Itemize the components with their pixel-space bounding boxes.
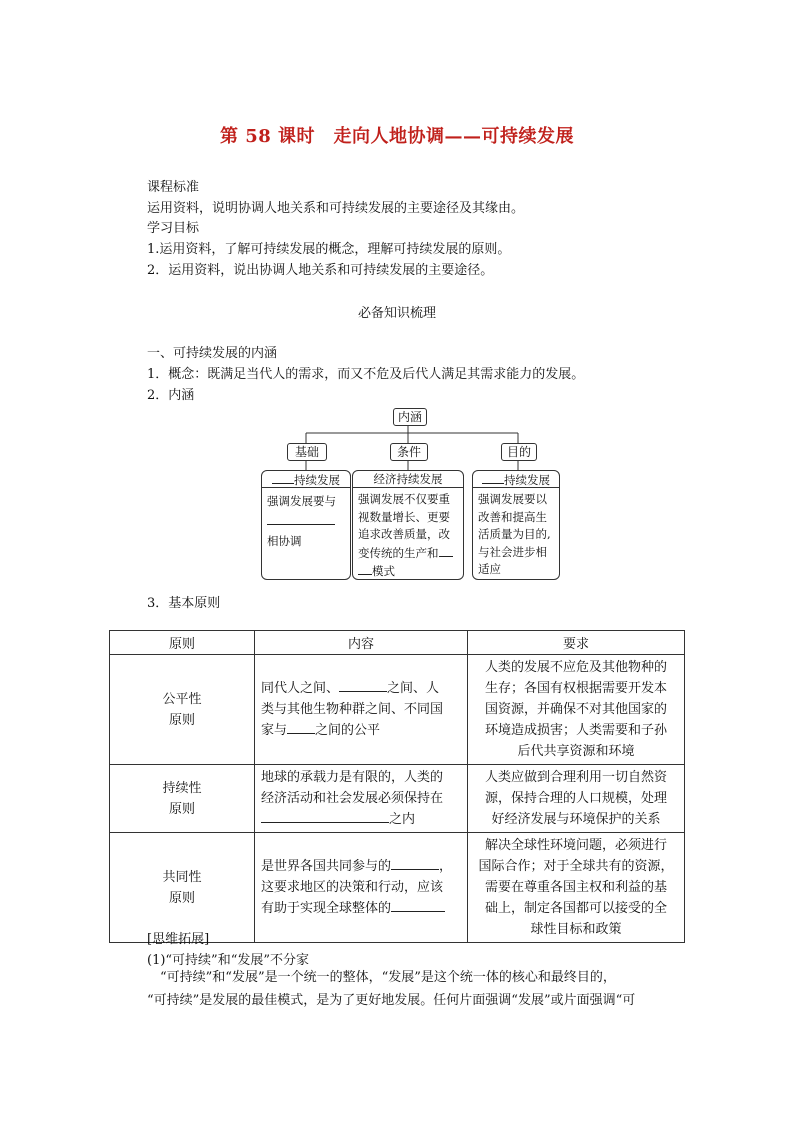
requirement-line: 国际合作；对于全球共有的资源， <box>478 859 674 874</box>
content-cell <box>255 833 468 943</box>
card-condition-title: 经济持续发展 <box>353 471 463 488</box>
content-text: 之间、人 <box>387 681 440 696</box>
content-text: 家与 <box>261 723 288 738</box>
content-text: 这要求地区的决策和行动，应该 <box>261 880 444 895</box>
requirement-line: 生存；各国有权根据需要开发本 <box>484 681 667 696</box>
principles-table <box>109 630 685 943</box>
principle-name: 共同性 <box>162 869 202 885</box>
requirement-cell <box>468 655 685 765</box>
card-condition-line-3: 追求改善质量，改 <box>358 527 450 541</box>
part1-heading: 一、可持续发展的内涵 <box>147 346 278 361</box>
requirement-line: 人类应做到合理利用一切自然资 <box>484 770 667 785</box>
table-header: 内容 <box>255 631 468 655</box>
requirement-line: 需要在尊重各国主权和利益的基 <box>484 880 667 895</box>
blank-line <box>439 544 453 557</box>
card-condition-line-2: 视数量增长、更要 <box>358 509 450 524</box>
extension-paragraph <box>147 966 677 1012</box>
blank-line <box>267 512 335 525</box>
content-cell <box>255 655 468 765</box>
section-heading: 必备知识梳理 <box>357 306 436 321</box>
principle-name: 持续性 <box>162 780 202 796</box>
table-row <box>110 655 685 765</box>
card-condition-line-4: 变传统的生产和 <box>358 545 439 560</box>
content-text: ， <box>439 859 453 874</box>
goal-2: 2．运用资料，说出协调人地关系和可持续发展的主要途径。 <box>147 263 494 278</box>
content-text: 同代人之间、 <box>261 681 340 696</box>
requirement-line: 础上，制定各国都可以接受的全 <box>484 901 667 916</box>
card-purpose-title: 持续发展 <box>504 473 550 487</box>
table-header-row <box>110 631 685 655</box>
blank-line <box>272 471 294 484</box>
content-text: 之内 <box>389 812 416 827</box>
extension-label: [思维拓展] <box>147 932 210 947</box>
card-purpose-line-3: 活质量为目的, <box>478 527 551 541</box>
requirement-line: 环境造成损害；人类需要和子孙 <box>484 723 667 738</box>
page-title: 第 58 课时 走向人地协调——可持续发展 <box>219 126 575 147</box>
blank-line <box>391 899 445 912</box>
curriculum-label: 课程标准 <box>147 180 200 195</box>
requirement-line: 解决全球性环境问题，必须进行 <box>484 838 667 853</box>
branch-tag-condition: 条件 <box>390 443 428 461</box>
table-header: 要求 <box>468 631 685 655</box>
branch-tag-purpose: 目的 <box>501 443 537 461</box>
card-basis-header <box>262 471 350 488</box>
table-row <box>110 765 685 833</box>
card-purpose-line-2: 改善和提高生 <box>478 509 547 524</box>
goal-1: 1.运用资料，了解可持续发展的概念，理解可持续发展的原则。 <box>147 242 511 257</box>
content-text: 有助于实现全球整体的 <box>261 901 392 916</box>
blank-line <box>391 857 439 870</box>
card-condition-line-5: 模式 <box>372 564 395 578</box>
requirement-cell <box>468 833 685 943</box>
requirement-line: 源，保持合理的人口规模，处理 <box>484 791 667 806</box>
card-basis-title: 持续发展 <box>294 473 340 487</box>
paragraph-line: “可持续”是发展的最佳模式，是为了更好地发展。任何片面强调“发展”或片面强调“可 <box>147 993 636 1008</box>
principle-name: 原则 <box>168 801 195 817</box>
card-basis-line-1: 强调发展要与 <box>267 494 336 508</box>
card-purpose-header <box>473 471 559 488</box>
principle-name: 原则 <box>168 712 195 728</box>
blank-line <box>287 721 315 734</box>
content-text: 之间的公平 <box>315 723 381 738</box>
blank-line <box>339 679 387 692</box>
requirement-cell <box>468 765 685 833</box>
requirement-line: 球性目标和政策 <box>530 922 622 937</box>
paragraph-line: “可持续”和“发展”是一个统一的整体，“发展”是这个统一体的核心和最终目的， <box>160 970 616 985</box>
blank-line <box>261 810 389 823</box>
card-purpose <box>472 470 560 580</box>
connotation-label: 2．内涵 <box>147 388 195 403</box>
branch-tag-basis: 基础 <box>287 443 327 461</box>
principle-cell <box>110 833 255 943</box>
card-purpose-line-5: 适应 <box>478 562 501 576</box>
card-basis <box>261 470 351 580</box>
principle-name: 原则 <box>168 890 195 906</box>
requirement-line: 国资源，并确保不对其他国家的 <box>484 702 667 717</box>
card-condition <box>352 470 464 580</box>
goals-label: 学习目标 <box>147 221 200 236</box>
blank-line <box>482 471 504 484</box>
requirement-line: 后代共享资源和环境 <box>517 744 635 759</box>
content-text: 是世界各国共同参与的 <box>261 859 392 874</box>
blank-line <box>358 562 372 575</box>
requirement-line: 好经济发展与环境保护的关系 <box>491 812 661 827</box>
table-row <box>110 833 685 943</box>
content-text: 类与其他生物种群之间、不同国 <box>261 702 444 717</box>
requirement-line: 人类的发展不应危及其他物种的 <box>484 660 667 675</box>
principle-cell <box>110 655 255 765</box>
part3-heading: 3．基本原则 <box>147 596 221 611</box>
card-purpose-line-4: 与社会进步相 <box>478 544 547 559</box>
principle-cell <box>110 765 255 833</box>
principle-name: 公平性 <box>162 691 202 707</box>
curriculum-text: 运用资料，说明协调人地关系和可持续发展的主要途径及其缘由。 <box>147 201 525 216</box>
card-purpose-line-1: 强调发展要以 <box>478 492 547 506</box>
extension-item-1: (1)“可持续”和“发展”不分家 <box>147 953 309 968</box>
table-header: 原则 <box>110 631 255 655</box>
concept-text: 1．概念：既满足当代人的需求，而又不危及后代人满足其需求能力的发展。 <box>147 367 585 382</box>
content-text: 经济活动和社会发展必须保持在 <box>261 791 444 806</box>
card-basis-line-2: 相协调 <box>267 534 302 548</box>
content-text: 地球的承载力是有限的，人类的 <box>261 770 444 785</box>
root-tag: 内涵 <box>393 408 427 426</box>
card-condition-line-1: 强调发展不仅要重 <box>358 492 450 506</box>
content-cell <box>255 765 468 833</box>
